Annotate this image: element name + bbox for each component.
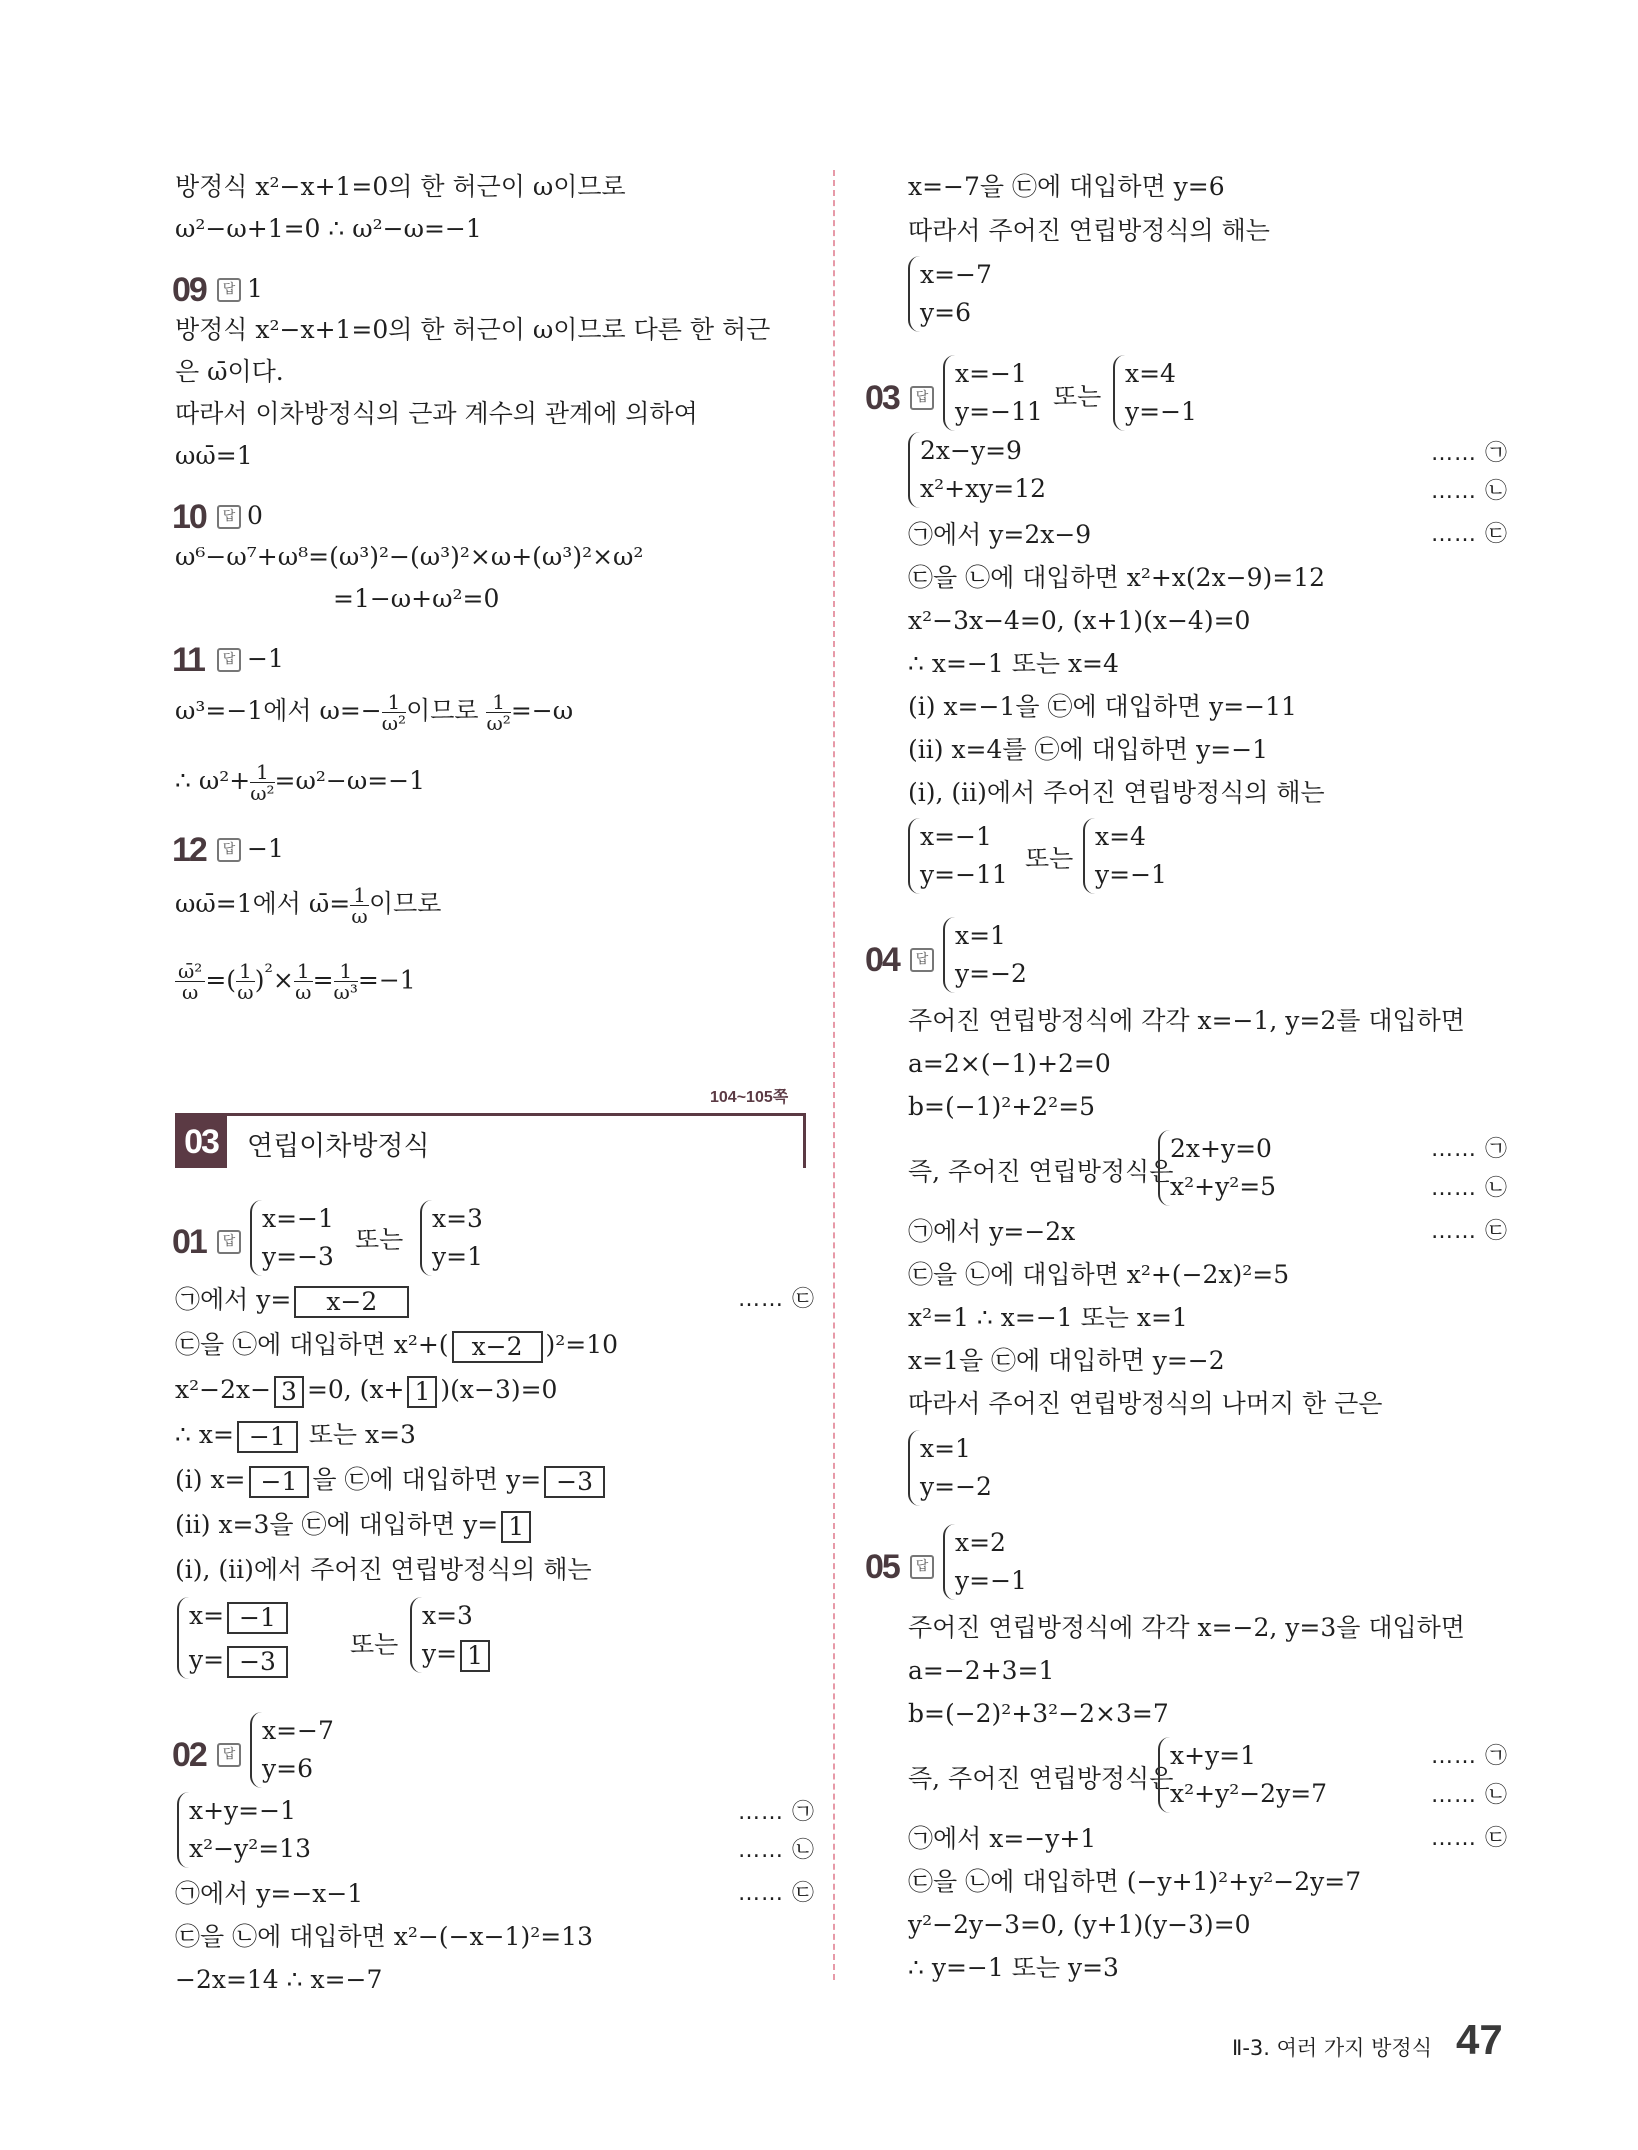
equation: x²−y²=13 <box>189 1834 311 1863</box>
text-line: 따라서 주어진 연립방정식의 해는 <box>908 216 1270 245</box>
text: =−ω <box>510 696 574 725</box>
answer-box: 1 <box>460 1640 490 1672</box>
answer-system <box>943 1524 1027 1600</box>
numerator: 1 <box>250 762 274 783</box>
equation <box>422 1635 493 1673</box>
fraction <box>250 762 274 803</box>
text-line: ㉢을 ㉡에 대입하면 x²−(−x−1)²=13 <box>175 1922 593 1951</box>
text-line: 즉, 주어진 연립방정식은 <box>908 1764 1174 1793</box>
equation: y=−2 <box>955 959 1027 988</box>
equation-tag: …… ㉡ <box>1431 1176 1508 1201</box>
answer-box: x−2 <box>294 1286 409 1318</box>
section-header <box>175 1113 806 1168</box>
question-number: 05 <box>865 1548 899 1586</box>
chapter-label: Ⅱ-3. 여러 가지 방정식 <box>1232 2036 1432 2060</box>
text-line: =1−ω+ω²=0 <box>333 584 500 613</box>
text-line: a=2×(−1)+2=0 <box>908 1049 1111 1078</box>
equation: y=1 <box>432 1242 483 1271</box>
question-number: 10 <box>172 498 206 536</box>
text-line: (ⅰ), (ⅱ)에서 주어진 연립방정식의 해는 <box>175 1555 592 1584</box>
equation: x=4 <box>1095 822 1146 851</box>
answer-icon: 답 <box>217 505 241 529</box>
text: ω³=−1에서 ω=− <box>175 696 382 725</box>
text: 또는 x=3 <box>308 1420 416 1449</box>
text-line: x²=1 ∴ x=−1 또는 x=1 <box>908 1303 1188 1332</box>
answer-icon: 답 <box>910 1555 934 1579</box>
answer-value: 1 <box>247 274 263 303</box>
text-line: ㉠에서 x=−y+1 <box>908 1824 1097 1853</box>
equation-tag: …… ㉡ <box>738 1838 815 1863</box>
math-line <box>175 692 573 733</box>
equation: y=6 <box>920 298 971 327</box>
question-number: 12 <box>172 831 206 869</box>
numerator: 1 <box>382 692 406 713</box>
equation: x=1 <box>920 1434 971 1463</box>
answer-system <box>1113 355 1197 431</box>
answer-box: x−2 <box>452 1331 543 1363</box>
equation-tag: …… ㉡ <box>1431 479 1508 504</box>
question-number: 03 <box>865 379 899 417</box>
equation: x=1 <box>955 921 1006 950</box>
numerator: 1 <box>334 961 358 982</box>
equation-tag: …… ㉠ <box>1431 1137 1508 1162</box>
answer-system <box>250 1200 334 1276</box>
solution-system <box>177 1597 291 1679</box>
denominator: ω² <box>250 781 275 805</box>
text-line: 주어진 연립방정식에 각각 x=−1, y=2를 대입하면 <box>908 1006 1465 1035</box>
answer-box: −1 <box>237 1421 298 1453</box>
equation: x²+y²−2y=7 <box>1170 1779 1328 1808</box>
text-line: ㉢을 ㉡에 대입하면 x²+(−2x)²=5 <box>908 1260 1290 1289</box>
answer-icon: 답 <box>910 386 934 410</box>
text: ㉢을 ㉡에 대입하면 x²+( <box>175 1330 449 1359</box>
answer-icon: 답 <box>217 648 241 672</box>
answer-system <box>943 917 1027 993</box>
fraction <box>382 692 406 733</box>
page-number: 47 <box>1456 2016 1503 2063</box>
equation: y=−11 <box>920 860 1008 889</box>
equation: x=−1 <box>955 359 1027 388</box>
text: ωω̄=1에서 ω̄= <box>175 889 351 918</box>
text: 이므로 <box>368 889 442 918</box>
text-line: −2x=14 ∴ x=−7 <box>175 1965 383 1994</box>
equation: x=3 <box>422 1601 473 1630</box>
equation <box>189 1641 291 1679</box>
answer-system <box>943 355 1043 431</box>
text: )²=10 <box>545 1330 619 1359</box>
answer-icon: 답 <box>910 948 934 972</box>
text: ∴ ω²+ <box>175 766 251 795</box>
question-number: 01 <box>172 1223 206 1261</box>
answer-icon: 답 <box>217 1743 241 1767</box>
question-number: 09 <box>172 271 206 309</box>
equation: y=−2 <box>920 1472 992 1501</box>
equation: x=3 <box>432 1204 483 1233</box>
text: ㉠에서 y= <box>175 1285 292 1314</box>
text-line: ω²−ω+1=0 ∴ ω²−ω=−1 <box>175 214 482 243</box>
equation: x=2 <box>955 1528 1006 1557</box>
equation: x+y=−1 <box>189 1796 296 1825</box>
numerator: ω̄² <box>175 961 205 982</box>
solution-system <box>908 256 992 332</box>
math-line <box>175 1508 534 1543</box>
equation-tag: …… ㉡ <box>1431 1783 1508 1808</box>
question-number: 04 <box>865 941 899 979</box>
text-line: (ⅰ), (ⅱ)에서 주어진 연립방정식의 해는 <box>908 778 1325 807</box>
fraction <box>333 959 358 1005</box>
solution-system <box>410 1597 493 1673</box>
fraction <box>486 692 510 733</box>
math-line <box>175 762 425 803</box>
text-line: ㉠에서 y=−2x <box>908 1217 1076 1246</box>
exponent: ² <box>264 960 273 984</box>
equation-tag: …… ㉠ <box>1431 1744 1508 1769</box>
math-line <box>175 1418 416 1453</box>
solution-system <box>1083 818 1167 894</box>
text-line: 방정식 x²−x+1=0의 한 허근이 ω이므로 다른 한 허근 <box>175 315 771 344</box>
equation-system <box>1158 1737 1327 1813</box>
question-number: 11 <box>172 641 204 679</box>
equation: x=−7 <box>262 1716 334 1745</box>
equation: x=−1 <box>262 1204 334 1233</box>
section-number: 03 <box>175 1116 227 1168</box>
answer-box: 1 <box>501 1511 531 1543</box>
denominator: ω <box>351 904 368 928</box>
equation: 2x+y=0 <box>1170 1134 1272 1163</box>
denominator: ω³ <box>333 980 358 1005</box>
text-line: ∴ y=−1 또는 y=3 <box>908 1953 1119 1982</box>
answer-box: 3 <box>274 1376 304 1408</box>
numerator: 1 <box>350 885 369 906</box>
text-line: 즉, 주어진 연립방정식은 <box>908 1157 1174 1186</box>
text-line: 주어진 연립방정식에 각각 x=−2, y=3을 대입하면 <box>908 1613 1465 1642</box>
text: =0, (x+ <box>306 1375 405 1404</box>
text-line: 따라서 이차방정식의 근과 계수의 관계에 의하여 <box>175 399 698 428</box>
text-line: x²−3x−4=0, (x+1)(x−4)=0 <box>908 606 1251 635</box>
text-line: ㉢을 ㉡에 대입하면 x²+x(2x−9)=12 <box>908 563 1326 592</box>
equation: y=−1 <box>1125 397 1197 426</box>
equation-tag: …… ㉢ <box>1431 1219 1508 1244</box>
text-line: b=(−2)²+3²−2×3=7 <box>908 1699 1169 1728</box>
equation: x=−1 <box>920 822 992 851</box>
equation: x²+y²=5 <box>1170 1172 1277 1201</box>
numerator: 1 <box>294 961 313 982</box>
or-text: 또는 <box>355 1225 404 1254</box>
answer-box: −1 <box>249 1466 310 1498</box>
answer-icon: 답 <box>217 838 241 862</box>
text-line: (ⅱ) x=4를 ㉢에 대입하면 y=−1 <box>908 735 1269 764</box>
text-line: y²−2y−3=0, (y+1)(y−3)=0 <box>908 1910 1251 1939</box>
math-line <box>175 1463 608 1498</box>
math-line <box>175 885 441 926</box>
answer-icon: 답 <box>217 1230 241 1254</box>
equation: y=6 <box>262 1754 313 1783</box>
denominator: ω <box>295 980 312 1005</box>
equation: 2x−y=9 <box>920 436 1022 465</box>
text: × <box>272 965 294 995</box>
text-line: x=1을 ㉢에 대입하면 y=−2 <box>908 1346 1225 1375</box>
math-line <box>175 1283 412 1318</box>
answer-value: −1 <box>247 834 284 863</box>
answer-system <box>420 1200 483 1276</box>
equation-tag: …… ㉠ <box>1431 441 1508 466</box>
text: (ⅰ) x= <box>175 1465 246 1494</box>
equation-tag: …… ㉢ <box>1431 1826 1508 1851</box>
answer-box: −1 <box>227 1602 288 1634</box>
text-line: (ⅰ) x=−1을 ㉢에 대입하면 y=−11 <box>908 692 1297 721</box>
solution-system <box>908 818 1008 894</box>
text: =ω²−ω=−1 <box>274 766 426 795</box>
text: =−1 <box>357 965 416 995</box>
equation: y=−1 <box>1095 860 1167 889</box>
equation-tag: …… ㉠ <box>738 1800 815 1825</box>
text-line: 은 ω̄이다. <box>175 357 284 386</box>
fraction <box>236 959 255 1005</box>
text-line: a=−2+3=1 <box>908 1656 1055 1685</box>
text: y= <box>422 1639 458 1668</box>
text: )(x−3)=0 <box>440 1375 558 1404</box>
text-line: ㉠에서 y=2x−9 <box>908 520 1092 549</box>
fraction <box>294 959 313 1005</box>
text: 이므로 <box>406 696 479 725</box>
text: 을 ㉢에 대입하면 y= <box>312 1465 542 1494</box>
equation-tag: …… ㉢ <box>738 1287 815 1312</box>
equation-tag: …… ㉢ <box>1431 522 1508 547</box>
denominator: ω² <box>381 711 407 735</box>
column-divider <box>833 170 835 1980</box>
math-line <box>175 1328 618 1363</box>
text-line: 방정식 x²−x+1=0의 한 허근이 ω이므로 <box>175 172 626 201</box>
text: = <box>312 965 334 995</box>
equation-system <box>908 432 1046 508</box>
text-line: ㉢을 ㉡에 대입하면 (−y+1)²+y²−2y=7 <box>908 1867 1362 1896</box>
text: = <box>205 965 227 995</box>
text-line: ωω̄=1 <box>175 441 253 470</box>
answer-box: −3 <box>227 1646 288 1678</box>
equation <box>189 1597 291 1635</box>
denominator: ω <box>182 980 199 1005</box>
equation: x=−7 <box>920 260 992 289</box>
equation-system <box>177 1792 311 1868</box>
numerator: 1 <box>486 692 510 713</box>
equation-system <box>1158 1130 1276 1206</box>
denominator: ω <box>237 980 254 1005</box>
answer-box: −3 <box>544 1466 605 1498</box>
text-line: ∴ x=−1 또는 x=4 <box>908 649 1119 678</box>
question-number: 02 <box>172 1736 206 1774</box>
math-line <box>175 1373 557 1408</box>
answer-box: 1 <box>407 1376 437 1408</box>
denominator: ω² <box>486 711 511 735</box>
or-text: 또는 <box>1053 382 1102 411</box>
text-line: ㉠에서 y=−x−1 <box>175 1879 364 1908</box>
section-title: 연립이차방정식 <box>247 1131 430 1162</box>
text-line: ω⁶−ω⁷+ω⁸=(ω³)²−(ω³)²×ω+(ω³)²×ω² <box>175 542 644 571</box>
text-line: 따라서 주어진 연립방정식의 나머지 한 근은 <box>908 1389 1383 1418</box>
fraction <box>175 959 205 1005</box>
numerator: 1 <box>236 961 255 982</box>
or-text: 또는 <box>1025 844 1074 873</box>
page-range: 104~105쪽 <box>710 1089 789 1106</box>
equation-tag: …… ㉢ <box>738 1881 815 1906</box>
answer-value: −1 <box>247 644 284 673</box>
text-line: b=(−1)²+2²=5 <box>908 1092 1096 1121</box>
solution-system <box>908 1430 992 1506</box>
equation: y=−3 <box>262 1242 334 1271</box>
text: (ⅱ) x=3을 ㉢에 대입하면 y= <box>175 1510 499 1539</box>
answer-icon: 답 <box>217 278 241 302</box>
text: x²−2x− <box>175 1375 272 1404</box>
text: y= <box>189 1645 225 1674</box>
or-text: 또는 <box>350 1630 399 1659</box>
equation: x+y=1 <box>1170 1741 1257 1770</box>
text: ∴ x= <box>175 1420 234 1449</box>
equation: x²+xy=12 <box>920 474 1047 503</box>
text-line: x=−7을 ㉢에 대입하면 y=6 <box>908 172 1225 201</box>
text: x= <box>189 1601 225 1630</box>
math-line: $\frac{\text{ω̄²}}{\omega}$ =( $\frac{1}{\omega}$ )$^{^2}$× $\frac{1}{\omega}$ = $\frac{1}{\text{ω³}}$ =−1 <box>175 955 416 1002</box>
fraction <box>350 885 369 926</box>
answer-value: 0 <box>247 501 263 530</box>
equation: y=−1 <box>955 1566 1027 1595</box>
answer-system <box>250 1712 334 1788</box>
equation: y=−11 <box>955 397 1043 426</box>
equation: x=4 <box>1125 359 1176 388</box>
